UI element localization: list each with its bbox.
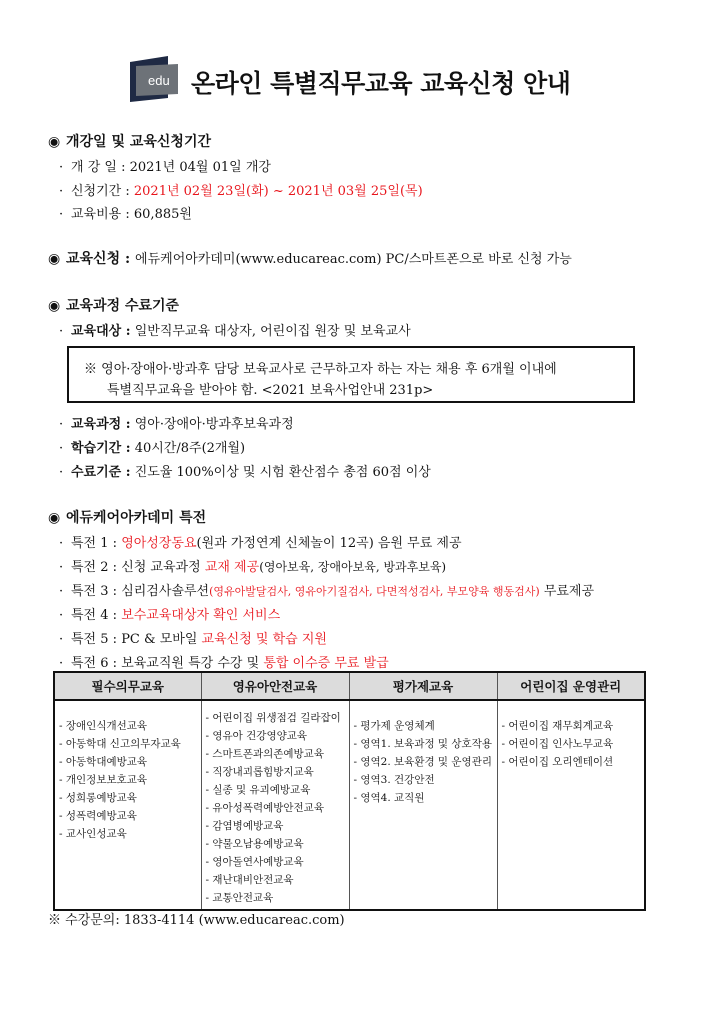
list-item: - 감염병예방교육 [205, 820, 284, 832]
list-item: - 영아돌연사예방교육 [205, 856, 304, 868]
table-header: 어린이집 운영관리 [497, 672, 645, 700]
contact-footer: ※ 수강문의: 1833-4114 (www.educareac.com) [48, 913, 345, 928]
benefits-heading: ◉ 에듀케어아카데미 특전 [48, 510, 207, 526]
notice-line-1: ※ 영아·장애아·방과후 담당 보육교사로 근무하고자 하는 자는 채용 후 6개월 이내에 [84, 362, 557, 377]
list-item: - 유아성폭력예방안전교육 [205, 802, 324, 814]
list-item: - 약물오남용예방교육 [205, 838, 304, 850]
column-management [497, 700, 645, 910]
list-item: - 교통안전교육 [205, 892, 274, 904]
edu-logo-icon [128, 56, 184, 102]
course-heading: ◉ 교육과정 수료기준 [48, 298, 180, 314]
notice-box [67, 346, 635, 403]
list-item: - 영역1. 보육과정 및 상호작용 [353, 738, 492, 750]
list-item: - 아동학대예방교육 [59, 756, 148, 768]
list-item: - 어린이집 재무회계교육 [501, 720, 614, 732]
list-item: - 직장내괴롭힘방지교육 [205, 766, 314, 778]
table-header: 평가제교육 [349, 672, 497, 700]
list-item: - 아동학대 신고의무자교육 [59, 738, 181, 750]
course-line: · 교육과정 : 영아·장애아·방과후보육과정 [59, 417, 294, 432]
benefit-3: · 특전 3 : 심리검사솔루션(영유아발달검사, 영유아기질검사, 다면적성검사, 부모양육 행동검사) 무료제공 [59, 584, 595, 599]
target-line: · 교육대상 : 일반직무교육 대상자, 어린이집 원장 및 보육교사 [59, 324, 411, 339]
page-title: 온라인 특별직무교육 교육신청 안내 [191, 69, 571, 98]
list-item: - 성희롱예방교육 [59, 792, 137, 804]
list-item: - 어린이집 위생점검 길라잡이 [205, 712, 341, 724]
period-line: · 학습기간 : 40시간/8주(2개월) [59, 441, 246, 456]
apply-period-line: · 신청기간 : 2021년 02월 23일(화) ~ 2021년 03월 25일(목) [59, 184, 423, 199]
table-header: 영유아안전교육 [201, 672, 349, 700]
column-evaluation [349, 700, 497, 910]
criteria-line: · 수료기준 : 진도율 100%이상 및 시험 환산점수 총점 60점 이상 [59, 465, 431, 480]
section-marker-icon: ◉ [48, 298, 61, 314]
page-header [0, 56, 720, 106]
list-item: - 평가제 운영체계 [353, 720, 435, 732]
list-item: - 어린이집 오리엔테이션 [501, 756, 614, 768]
logo-text: edu [148, 73, 170, 88]
benefit-5: · 특전 5 : PC & 모바일 교육신청 및 학습 지원 [59, 632, 327, 647]
list-item: - 개인정보보호교육 [59, 774, 148, 786]
section-marker-icon: ◉ [48, 134, 61, 150]
benefit-1: · 특전 1 : 영아성장동요(원과 가정연계 신체놀이 12곡) 음원 무료 제공 [59, 536, 462, 551]
benefit-6: · 특전 6 : 보육교직원 특강 수강 및 통합 이수증 무료 발급 [59, 656, 389, 671]
list-item: - 교사인성교육 [59, 828, 127, 840]
table-header: 필수의무교육 [54, 672, 201, 700]
curriculum-table [53, 671, 646, 911]
list-item: - 장애인식개선교육 [59, 720, 148, 732]
open-date-line: · 개 강 일 : 2021년 04월 01일 개강 [59, 160, 271, 175]
benefit-2: · 특전 2 : 신청 교육과정 교재 제공(영아보육, 장애아보육, 방과후보육) [59, 560, 447, 575]
column-required [54, 700, 201, 910]
section-marker-icon: ◉ [48, 510, 61, 526]
list-item: - 영역3. 건강안전 [353, 774, 435, 786]
cost-line: · 교육비용 : 60,885원 [59, 207, 192, 222]
apply-value: 에듀케어아카데미(www.educareac.com) PC/스마트폰으로 바로 신청 가능 [135, 252, 572, 267]
list-item: - 영역2. 보육환경 및 운영관리 [353, 756, 492, 768]
list-item: - 영역4. 교직원 [353, 792, 425, 804]
list-item: - 재난대비안전교육 [205, 874, 294, 886]
section-marker-icon: ◉ [48, 251, 61, 267]
apply-period-value: 2021년 02월 23일(화) ~ 2021년 03월 25일(목) [133, 184, 423, 199]
list-item: - 스마트폰과의존예방교육 [205, 748, 324, 760]
schedule-heading: ◉ 개강일 및 교육신청기간 [48, 134, 211, 150]
benefit-4: · 특전 4 : 보수교육대상자 확인 서비스 [59, 608, 281, 623]
list-item: - 영유아 건강영양교육 [205, 730, 308, 742]
notice-line-2: 특별직무교육을 받아야 함. <2021 보육사업안내 231p> [107, 383, 434, 398]
column-safety [201, 700, 349, 910]
apply-heading: ◉ 교육신청 : 에듀케어아카데미(www.educareac.com) PC/스마트폰으로 바로 신청 가능 [48, 251, 572, 267]
list-item: - 어린이집 인사노무교육 [501, 738, 614, 750]
list-item: - 성폭력예방교육 [59, 810, 137, 822]
list-item: - 실종 및 유괴예방교육 [205, 784, 311, 796]
